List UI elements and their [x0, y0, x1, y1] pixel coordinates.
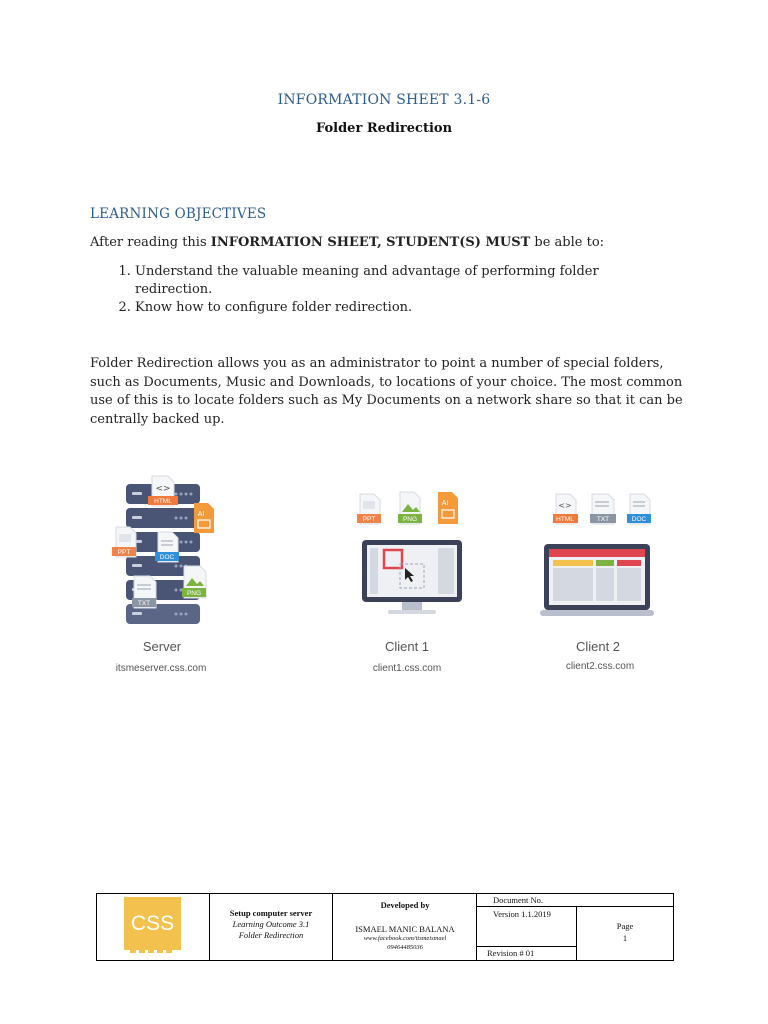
footer-logo-cell: [97, 894, 210, 960]
client1-file-label: PPT: [362, 516, 376, 523]
laptop-icon: [540, 544, 654, 616]
server-file-label: AI: [197, 511, 205, 518]
ai-file-icon: [438, 492, 458, 524]
revision-text: Revision # 01: [487, 948, 535, 958]
page-label: Page: [616, 921, 634, 931]
client2-file-label: HTML: [556, 516, 574, 523]
client2-label: Client 2: [575, 639, 621, 654]
developed-by-label: Developed by: [380, 900, 430, 910]
version-cell: [477, 907, 577, 947]
css-logo: [124, 897, 181, 950]
logo-scallop: [130, 947, 175, 953]
ppt-file-icon: [357, 494, 381, 524]
lead-pre: After reading this: [90, 235, 211, 250]
version-text: Version 1.1.2019: [493, 909, 551, 919]
doc-file-icon: [627, 494, 651, 524]
server-file-label: HTML: [154, 498, 172, 505]
learning-objectives-heading: LEARNING OBJECTIVES: [90, 206, 267, 222]
server-file-label: PNG: [186, 590, 202, 597]
footer-document-cell: [477, 894, 673, 960]
objective-item: 1. Understand the valuable meaning and advantage of performing folder redirection.: [135, 263, 675, 299]
document-footer: [96, 893, 674, 961]
client1-file-label: PNG: [402, 516, 418, 523]
svg-text:<>: <>: [558, 501, 572, 510]
objectives-list: [90, 263, 675, 317]
client1-label: Client 1: [384, 639, 430, 654]
lead-bold: INFORMATION SHEET, STUDENT(S) MUST: [210, 235, 531, 250]
learning-outcome: Learning Outcome 3.1: [232, 919, 310, 929]
html-file-icon: [553, 494, 578, 524]
developer-phone: 09464485036: [387, 944, 423, 951]
server-file-label: DOC: [159, 554, 175, 561]
topic: Folder Redirection: [238, 930, 304, 940]
course-title: Setup computer server: [229, 908, 313, 918]
developer-name: ISMAEL MANIC BALANA: [355, 924, 455, 934]
document-no-label: Document No.: [493, 895, 544, 905]
footer-course-cell: [210, 894, 333, 960]
ai-file-icon: [194, 503, 214, 533]
svg-text:<>: <>: [155, 484, 171, 494]
txt-file-icon: [590, 494, 616, 524]
ppt-file-icon: [112, 527, 136, 557]
page-number: 1: [622, 933, 628, 943]
html-file-icon: [148, 476, 178, 506]
desktop-monitor-icon: [362, 540, 462, 614]
client1-file-label: AI: [441, 500, 449, 507]
sheet-title: INFORMATION SHEET 3.1-6: [277, 92, 491, 108]
client2-host: client2.css.com: [565, 661, 635, 672]
objectives-lead: [90, 235, 604, 250]
revision-row: [477, 946, 577, 960]
lead-post: be able to:: [530, 235, 605, 250]
body-paragraph: Folder Redirection allows you as an administrator to point a number of special folders, such as Documents, Music and Downloads, to locations of your choice. The most common use of this is to locate folders such as My Documents on a network share so that it can be centrally backed up.: [90, 356, 683, 427]
doc-file-icon: [155, 532, 179, 562]
client2-file-label: TXT: [596, 516, 610, 523]
png-file-icon: [182, 566, 206, 598]
objective-item: 2. Know how to configure folder redirection.: [135, 299, 675, 317]
css-logo-text: CSS: [130, 912, 175, 935]
client2-file-label: DOC: [631, 516, 647, 523]
server-file-label: PPT: [117, 549, 131, 556]
client1-file-icons: [357, 492, 458, 524]
document-no-row: [477, 894, 673, 907]
server-label: Server: [142, 639, 182, 654]
server-host: itsmeserver.css.com: [115, 663, 207, 674]
client1-host: client1.css.com: [372, 663, 442, 674]
folder-redirection-diagram: [100, 470, 680, 685]
footer-developer-cell: [333, 894, 477, 960]
png-file-icon: [398, 492, 422, 524]
sheet-subtitle: Folder Redirection: [315, 121, 453, 136]
server-file-label: TXT: [137, 600, 151, 607]
client2-file-icons: [553, 494, 651, 524]
txt-file-icon: [132, 576, 156, 608]
developer-url: www.facebook.com/itsmeismael: [363, 935, 447, 942]
page-cell: [577, 907, 673, 960]
